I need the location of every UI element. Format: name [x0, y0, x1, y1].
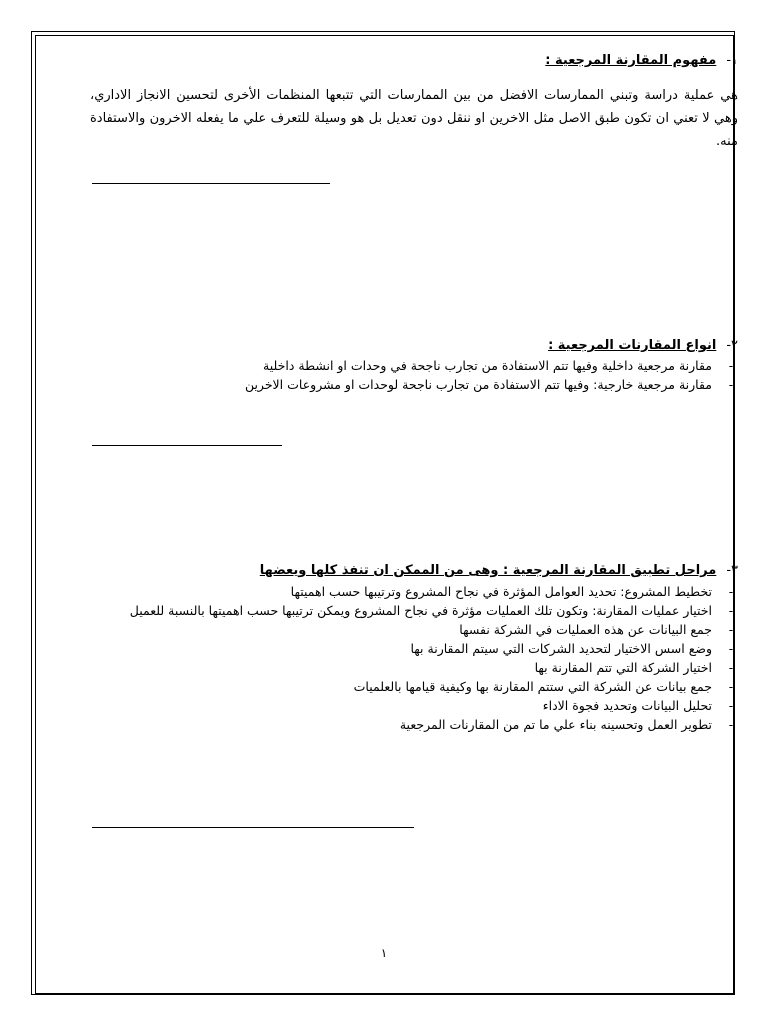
- section3-list-item: [90, 677, 738, 696]
- section3-list-item: [90, 601, 738, 620]
- section3-list-item: [90, 620, 738, 639]
- divider-3: [92, 827, 414, 828]
- section3-list-item: [90, 582, 738, 601]
- divider-2: [92, 445, 282, 446]
- bullet-dash: -: [728, 584, 734, 599]
- bullet-dash: -: [728, 622, 734, 637]
- list-item-text: تحليل البيانات وتحديد فجوة الاداء: [542, 698, 712, 713]
- section2-list-item: [90, 375, 738, 394]
- section2-list: [90, 356, 738, 394]
- bullet-dash: -: [728, 679, 734, 694]
- list-item-text: جمع البيانات عن هذه العمليات في الشركة نفسها: [459, 622, 712, 637]
- bullet-dash: -: [728, 660, 734, 675]
- list-item-text: اختيار الشركة التي تتم المقارنة بها: [534, 660, 712, 675]
- divider-1: [92, 183, 330, 184]
- section3-title: مراحل تطبيق المقارنة المرجعية : وهى من الممكن ان تنفذ كلها ويعضها: [259, 563, 717, 578]
- section3-list: [90, 582, 738, 734]
- list-item-text: مقارنة مرجعية داخلية وفيها تتم الاستفادة من تجارب ناجحة في وحدات او انشطة داخلية: [263, 358, 712, 373]
- section2-number: ٢-: [726, 338, 738, 353]
- page-border-inner: [35, 35, 734, 994]
- section1-title: مفهوم المقارنة المرجعية :: [545, 53, 717, 68]
- section3-list-item: [90, 715, 738, 734]
- section2-heading: [118, 337, 738, 355]
- list-item-text: وضع اسس الاختيار لتحديد الشركات التي سيتم المقارنة بها: [410, 641, 712, 656]
- section3-list-item: [90, 639, 738, 658]
- section3-heading: [118, 562, 738, 580]
- list-item-text: تخطيط المشروع: تحديد العوامل المؤثرة في نجاح المشروع وترتيبها حسب اهميتها: [290, 584, 712, 599]
- list-item-text: اختيار عمليات المقارنة: وتكون تلك العمليات مؤثرة في نجاح المشروع ويمكن ترتيبها حسب اهميتها بالنسبة للعميل: [129, 603, 712, 618]
- list-item-text: تطوير العمل وتحسينه بناء علي ما تم من المقارنات المرجعية: [399, 717, 712, 732]
- page-number: ١: [380, 946, 388, 960]
- bullet-dash: -: [728, 377, 734, 392]
- section1-number: ١-: [726, 53, 738, 68]
- bullet-dash: -: [728, 358, 734, 373]
- section3-list-item: [90, 658, 738, 677]
- bullet-dash: -: [728, 603, 734, 618]
- section2-list-item: [90, 356, 738, 375]
- bullet-dash: -: [728, 698, 734, 713]
- section1-heading: [118, 52, 738, 70]
- section3-list-item: [90, 696, 738, 715]
- section1-body: هي عملية دراسة وتبني الممارسات الافضل من بين الممارسات التي تتبعها المنظمات الأخرى لتحسين الانجاز الاداري، وهي لا تعني ان تكون طبق الاصل مثل الاخرين او ننقل دون تعديل بل هو وسيلة للتعرف علي ما يفعله الاخرون والاستفادة منه.: [90, 88, 738, 149]
- bullet-dash: -: [728, 641, 734, 656]
- section2-title: انواع المقارنات المرجعية :: [548, 338, 717, 353]
- section3-number: ٣-: [726, 563, 738, 578]
- bullet-dash: -: [728, 717, 734, 732]
- list-item-text: مقارنة مرجعية خارجية: وفيها تتم الاستفادة من تجارب ناجحة لوحدات او مشروعات الاخرين: [244, 377, 712, 392]
- list-item-text: جمع بيانات عن الشركة التي ستتم المقارنة بها وكيفية قيامها بالعلميات: [353, 679, 712, 694]
